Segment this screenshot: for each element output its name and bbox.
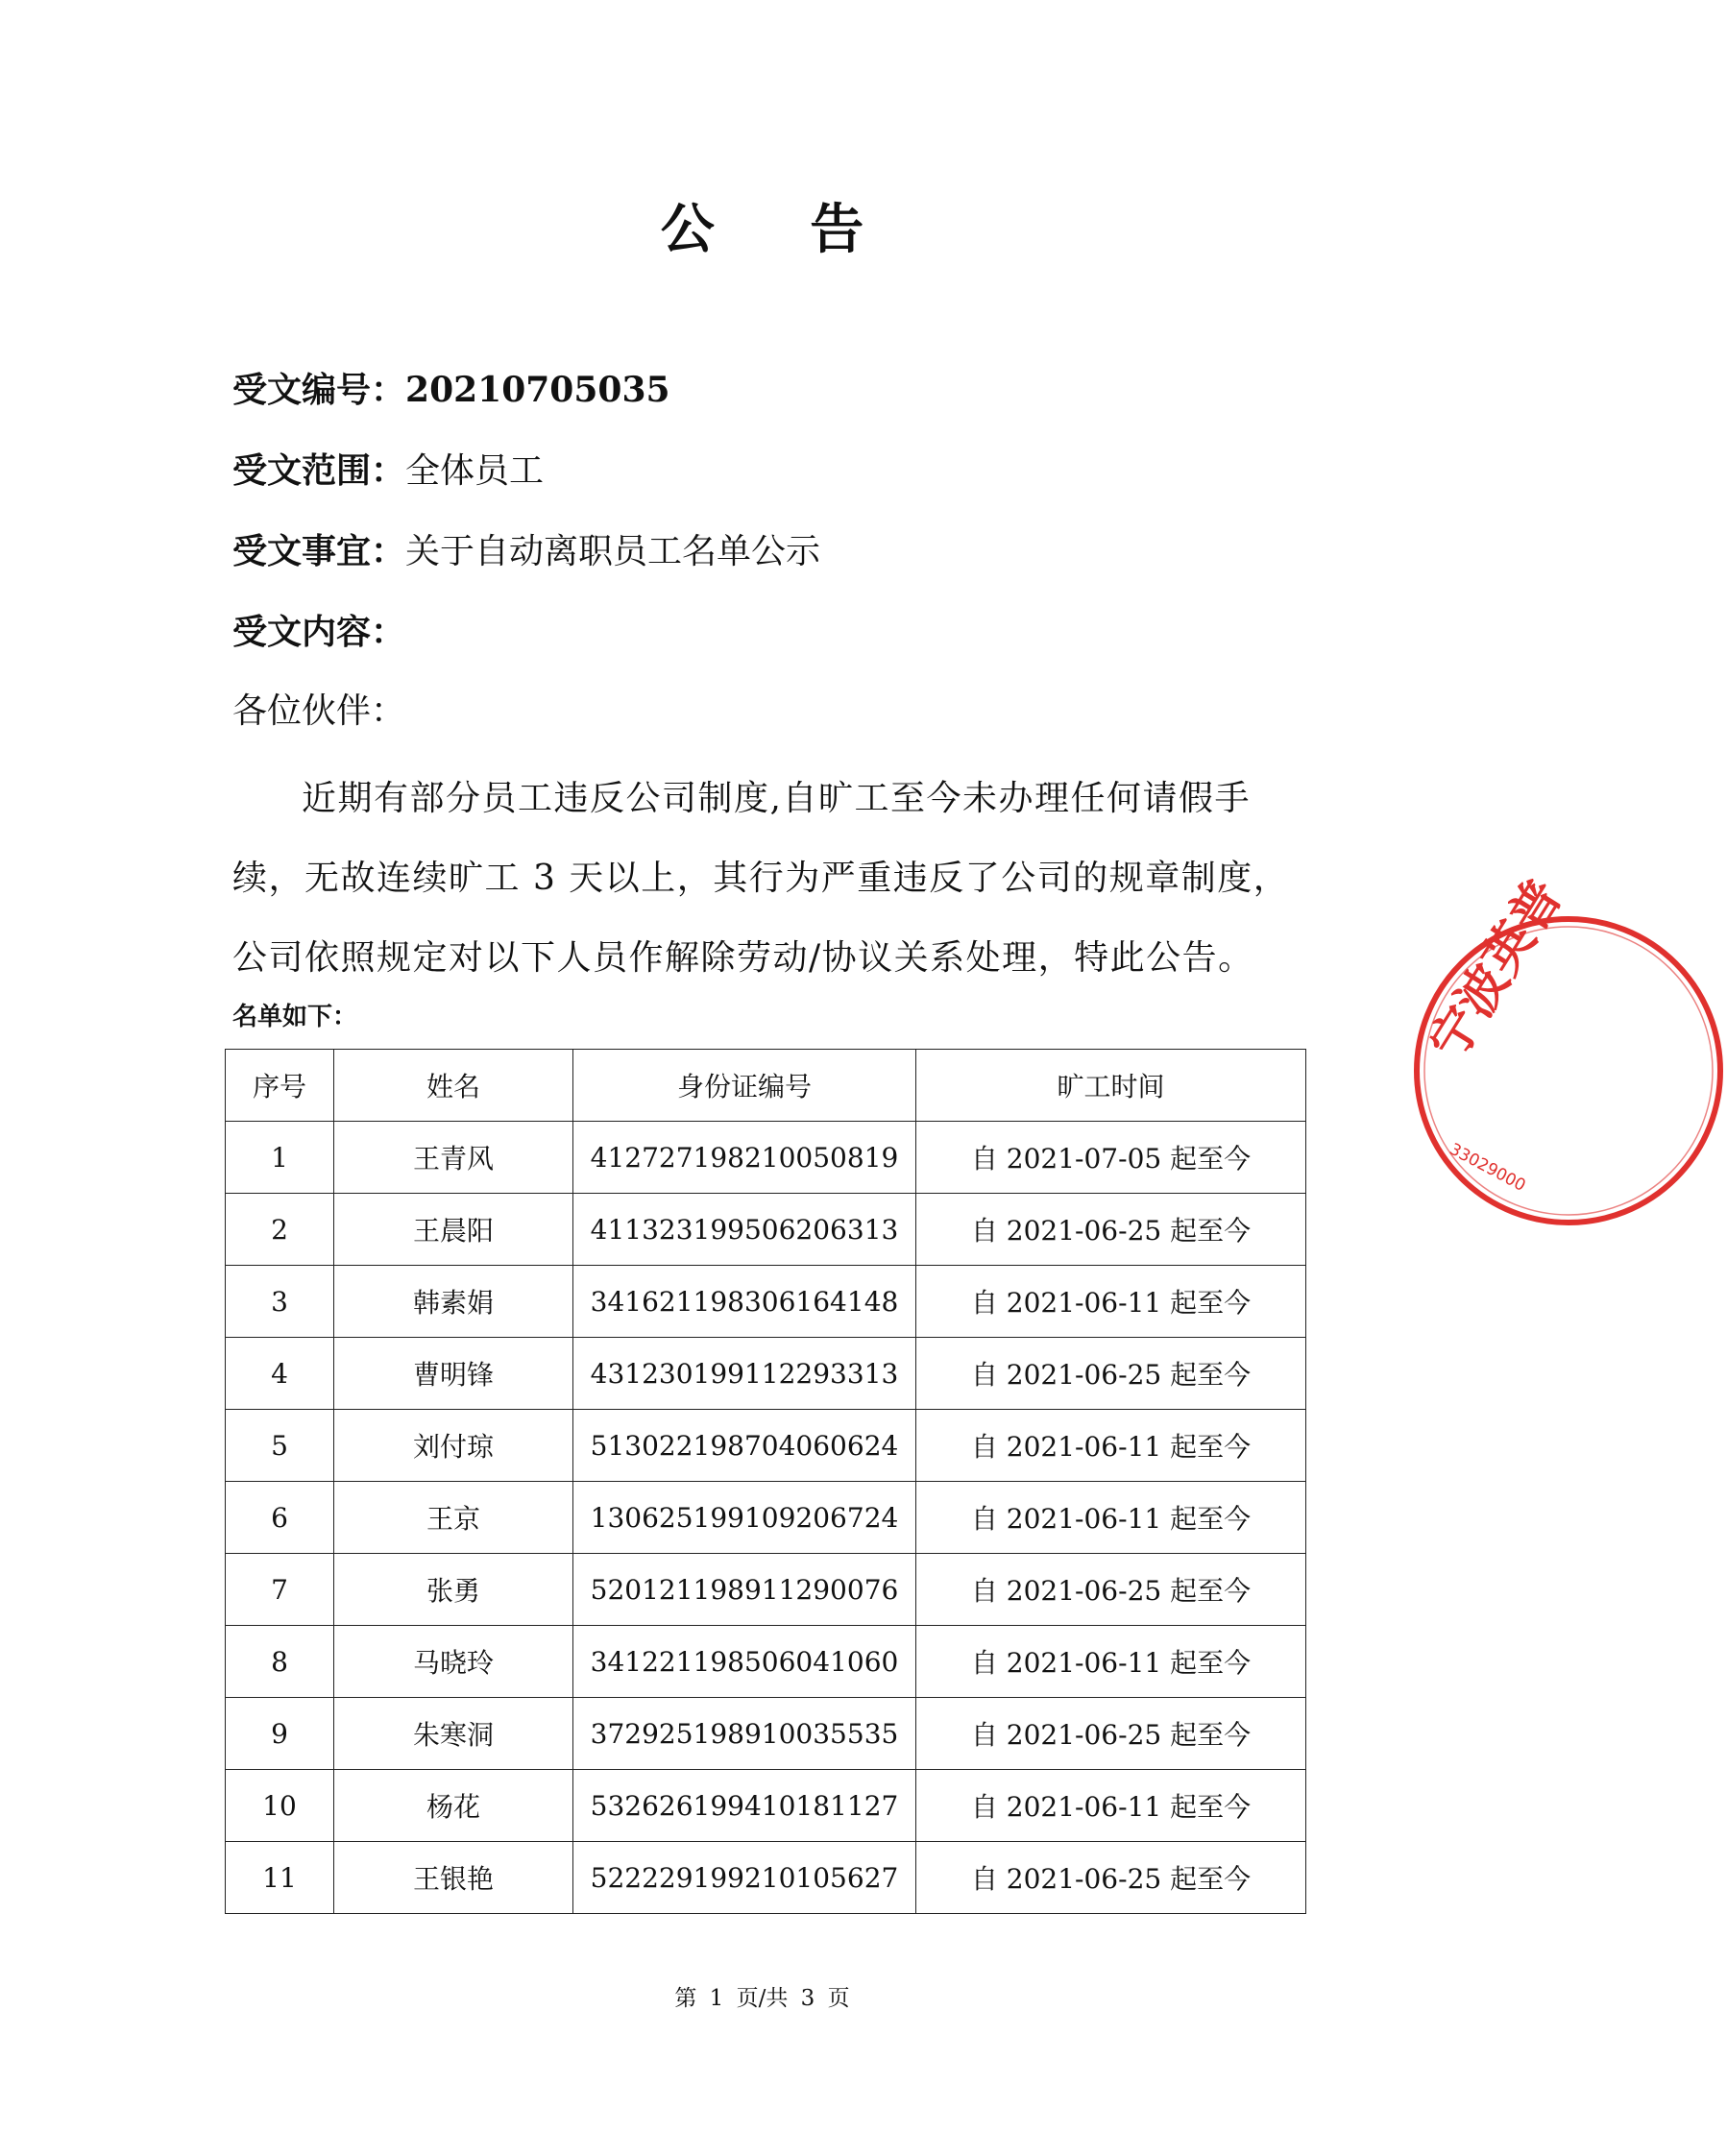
doc-number-line bbox=[232, 363, 670, 412]
doc-scope-line bbox=[232, 444, 544, 493]
cell-name: 王银艳 bbox=[334, 1842, 573, 1914]
table-row bbox=[226, 1266, 1306, 1338]
cell-absence-time: 自 2021-06-25 起至今 bbox=[916, 1338, 1306, 1410]
cell-absence-time: 自 2021-06-25 起至今 bbox=[916, 1842, 1306, 1914]
body-paragraph: 近期有部分员工违反公司制度,自旷工至今未办理任何请假手续，无故连续旷工 3 天以上，其行为严重违反了公司的规章制度，公司依照规定对以下人员作解除劳动/协议关系处理，特此公告。 bbox=[232, 779, 1290, 978]
cell-serial: 4 bbox=[226, 1338, 334, 1410]
cell-absence-time: 自 2021-06-25 起至今 bbox=[916, 1554, 1306, 1626]
cell-id-number: 532626199410181127 bbox=[573, 1770, 916, 1842]
page-footer: 第 1 页/共 3 页 bbox=[674, 1986, 850, 2011]
doc-scope-value: 全体员工 bbox=[405, 451, 545, 491]
cell-name: 刘付琼 bbox=[334, 1410, 573, 1482]
cell-id-number: 411323199506206313 bbox=[573, 1194, 916, 1266]
cell-absence-time: 自 2021-06-11 起至今 bbox=[916, 1482, 1306, 1554]
doc-content-label: 受文内容： bbox=[232, 612, 406, 652]
cell-name: 曹明锋 bbox=[334, 1338, 573, 1410]
cell-name: 韩素娟 bbox=[334, 1266, 573, 1338]
cell-serial: 10 bbox=[226, 1770, 334, 1842]
table-row bbox=[226, 1770, 1306, 1842]
cell-id-number: 412727198210050819 bbox=[573, 1122, 916, 1194]
cell-name: 张勇 bbox=[334, 1554, 573, 1626]
cell-serial: 11 bbox=[226, 1842, 334, 1914]
table-header-row bbox=[226, 1050, 1306, 1122]
cell-serial: 3 bbox=[226, 1266, 334, 1338]
cell-absence-time: 自 2021-06-11 起至今 bbox=[916, 1770, 1306, 1842]
header-absence-time: 旷工时间 bbox=[916, 1050, 1306, 1122]
cell-id-number: 341221198506041060 bbox=[573, 1626, 916, 1698]
cell-absence-time: 自 2021-06-11 起至今 bbox=[916, 1626, 1306, 1698]
cell-name: 马晓玲 bbox=[334, 1626, 573, 1698]
header-serial: 序号 bbox=[226, 1050, 334, 1122]
cell-id-number: 522229199210105627 bbox=[573, 1842, 916, 1914]
table-row bbox=[226, 1842, 1306, 1914]
table-row bbox=[226, 1338, 1306, 1410]
cell-serial: 5 bbox=[226, 1410, 334, 1482]
seal-text: 宁波英普 bbox=[1419, 869, 1574, 1070]
cell-name: 王晨阳 bbox=[334, 1194, 573, 1266]
table-row bbox=[226, 1122, 1306, 1194]
cell-serial: 1 bbox=[226, 1122, 334, 1194]
employee-table bbox=[225, 1049, 1306, 1914]
cell-serial: 7 bbox=[226, 1554, 334, 1626]
cell-absence-time: 自 2021-06-11 起至今 bbox=[916, 1410, 1306, 1482]
doc-scope-label: 受文范围： bbox=[232, 450, 406, 491]
seal-number: 33029000 bbox=[1446, 1139, 1529, 1197]
cell-id-number: 431230199112293313 bbox=[573, 1338, 916, 1410]
cell-id-number: 513022198704060624 bbox=[573, 1410, 916, 1482]
cell-absence-time: 自 2021-06-25 起至今 bbox=[916, 1194, 1306, 1266]
cell-id-number: 520121198911290076 bbox=[573, 1554, 916, 1626]
cell-serial: 8 bbox=[226, 1626, 334, 1698]
cell-name: 朱寒洞 bbox=[334, 1698, 573, 1770]
cell-absence-time: 自 2021-06-11 起至今 bbox=[916, 1266, 1306, 1338]
seal-outer-ring bbox=[1417, 919, 1720, 1223]
header-id-number: 身份证编号 bbox=[573, 1050, 916, 1122]
doc-content-line bbox=[232, 605, 405, 654]
cell-serial: 9 bbox=[226, 1698, 334, 1770]
cell-name: 王京 bbox=[334, 1482, 573, 1554]
table-row bbox=[226, 1626, 1306, 1698]
doc-matter-label: 受文事宜： bbox=[232, 531, 406, 571]
table-row bbox=[226, 1698, 1306, 1770]
table-row bbox=[226, 1482, 1306, 1554]
cell-serial: 6 bbox=[226, 1482, 334, 1554]
table-row bbox=[226, 1410, 1306, 1482]
doc-number-value: 20210705035 bbox=[405, 370, 670, 410]
page-title: 公 告 bbox=[660, 198, 903, 261]
doc-matter-line bbox=[232, 524, 820, 573]
company-seal bbox=[1410, 869, 1727, 1229]
doc-number-label: 受文编号： bbox=[232, 370, 406, 410]
cell-absence-time: 自 2021-07-05 起至今 bbox=[916, 1122, 1306, 1194]
greeting: 各位伙伴： bbox=[232, 691, 406, 731]
cell-id-number: 130625199109206724 bbox=[573, 1482, 916, 1554]
table-row bbox=[226, 1194, 1306, 1266]
list-heading: 名单如下： bbox=[232, 1003, 358, 1031]
doc-matter-value: 关于自动离职员工名单公示 bbox=[405, 532, 821, 571]
cell-name: 王青风 bbox=[334, 1122, 573, 1194]
header-name: 姓名 bbox=[334, 1050, 573, 1122]
cell-serial: 2 bbox=[226, 1194, 334, 1266]
cell-id-number: 372925198910035535 bbox=[573, 1698, 916, 1770]
cell-id-number: 341621198306164148 bbox=[573, 1266, 916, 1338]
cell-name: 杨花 bbox=[334, 1770, 573, 1842]
table-row bbox=[226, 1554, 1306, 1626]
cell-absence-time: 自 2021-06-25 起至今 bbox=[916, 1698, 1306, 1770]
